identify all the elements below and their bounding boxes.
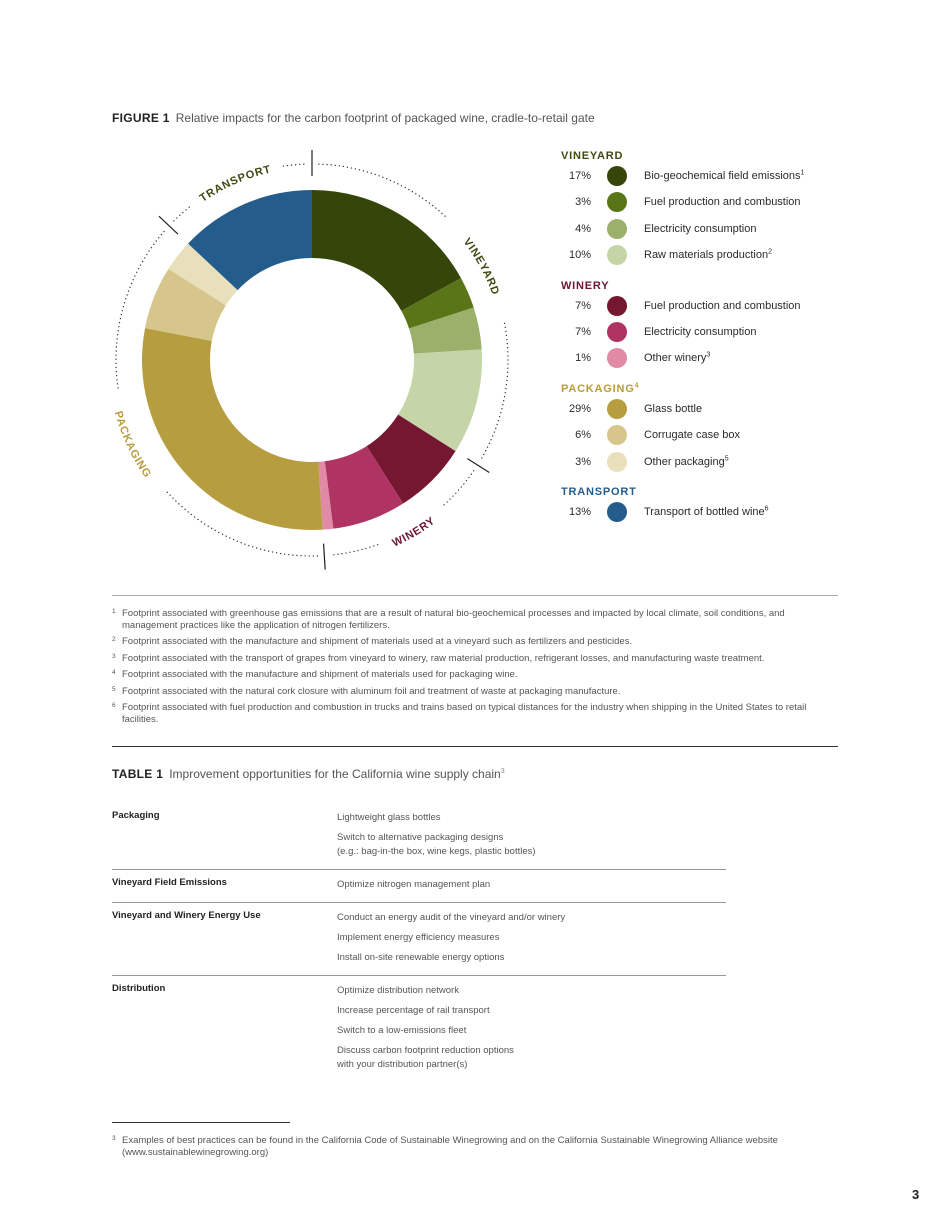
legend-swatch [607, 296, 627, 316]
footnote-text: Footprint associated with the manufacture and shipment of materials used at a vineyard such as fertilizers and pesticides. [122, 636, 633, 647]
legend-note: 2 [768, 248, 773, 256]
legend-swatch [607, 166, 627, 186]
table-item-line: Lightweight glass bottles [337, 812, 441, 823]
donut-slice-packaging-1 [142, 328, 323, 530]
table-row-item [337, 909, 726, 929]
footnote [112, 608, 838, 631]
legend-percent: 1% [575, 352, 591, 365]
bottom-footnote [112, 1135, 822, 1158]
table-item-line: Optimize nitrogen management plan [337, 879, 491, 890]
legend-item [561, 500, 861, 526]
legend-item [561, 164, 861, 190]
group-dotted-arc [174, 206, 190, 221]
table-item-line: Switch to a low-emissions fleet [337, 1025, 467, 1036]
table-row-item [337, 1042, 726, 1076]
legend-swatch [607, 348, 627, 368]
group-separator-tick [159, 216, 178, 234]
figure-caption [112, 111, 595, 125]
footnote-text: Footprint associated with the transport of grapes from vineyard to winery, raw material production, refrigerant losses, and manufacturing waste treatment. [122, 652, 765, 664]
group-dotted-arc [481, 323, 508, 459]
legend-item [561, 423, 861, 449]
ring-label-packaging: PACKAGING [111, 409, 154, 481]
legend-label: Corrugate case box [644, 429, 740, 442]
legend-item [561, 450, 861, 476]
legend-item [561, 346, 861, 372]
footnote-number: 4 [112, 669, 116, 676]
legend-percent: 3% [575, 455, 591, 468]
table-item-line: Optimize distribution network [337, 985, 459, 996]
group-dotted-arc [283, 164, 305, 166]
legend-note: 1 [800, 169, 805, 177]
footnote-text: Footprint associated with greenhouse gas emissions that are a result of natural bio-geochemical processes and impacted by local climate, soil conditions, and management practices like the application of nitrogen fertilizers. [122, 608, 785, 631]
table-row [112, 870, 726, 903]
footnote [112, 669, 838, 681]
ring-label-transport: TRANSPORT [197, 163, 273, 205]
legend-label: Glass bottle [644, 402, 703, 415]
group-dotted-arc [442, 471, 474, 507]
legend-percent: 6% [575, 429, 591, 442]
table-item-line: Increase percentage of rail transport [337, 1005, 490, 1016]
legend-percent: 7% [575, 299, 591, 312]
legend-note: 3 [706, 351, 711, 359]
footnote-number: 6 [112, 702, 116, 709]
donut-chart [100, 140, 530, 570]
improvement-table [112, 806, 726, 1082]
table-item-line: Switch to alternative packaging designs [337, 832, 504, 843]
footnote-number: 5 [112, 685, 116, 693]
table-row-item [337, 929, 726, 949]
table-row-key: Vineyard Field Emissions [112, 877, 227, 888]
legend-note: 6 [764, 505, 769, 513]
legend-swatch [607, 219, 627, 239]
legend-label: Fuel production and combustion [644, 196, 801, 209]
chart-legend [561, 148, 861, 526]
legend-percent: 4% [575, 222, 591, 235]
legend-note: 5 [724, 454, 729, 462]
table-row-item [337, 949, 726, 969]
divider [112, 746, 838, 747]
legend-percent: 10% [568, 249, 591, 262]
footnotes [112, 608, 838, 730]
figure-title: Relative impacts for the carbon footprint of packaged wine, cradle-to-retail gate [175, 111, 595, 125]
footnote-number: 3 [112, 652, 116, 660]
table-row-item [337, 829, 726, 863]
table-title-note: 3 [500, 768, 505, 775]
table-row-item [337, 1022, 726, 1042]
table-item-line: Discuss carbon footprint reduction options [337, 1045, 514, 1056]
footnote-number: 3 [112, 1135, 116, 1142]
footnote-rule [112, 1122, 290, 1123]
footnote [112, 653, 838, 665]
legend-item [561, 294, 861, 320]
legend-group-winery: WINERY [561, 279, 610, 292]
group-separator-tick [467, 459, 489, 473]
ring-label-winery: WINERY [390, 514, 438, 550]
table-item-line: with your distribution partner(s) [337, 1059, 468, 1070]
legend-swatch [607, 425, 627, 445]
legend-swatch [607, 322, 627, 342]
table-item-line: Conduct an energy audit of the vineyard and/or winery [337, 912, 566, 923]
table-row-key: Vineyard and Winery Energy Use [112, 910, 261, 921]
divider [112, 595, 838, 596]
legend-percent: 3% [575, 196, 591, 209]
legend-swatch [607, 502, 627, 522]
table-caption [112, 767, 505, 781]
legend-swatch [607, 245, 627, 265]
page-number: 3 [912, 1187, 920, 1202]
table-row-key: Distribution [112, 983, 166, 994]
legend-item [561, 217, 861, 243]
legend-item [561, 397, 861, 423]
table-item-line: Implement energy efficiency measures [337, 932, 500, 943]
legend-item [561, 243, 861, 269]
footnote-text: Examples of best practices can be found in the California Code of Sustainable Winegrowing and on the California Sustainable Winegrowing Alliance website (www.sustainablewinegrowing.org) [122, 1135, 778, 1158]
legend-label: Raw materials production$^2$ [644, 248, 773, 262]
footnote-number: 1 [112, 608, 116, 615]
footnote-text: Footprint associated with the natural cork closure with aluminum foil and treatment of waste at packaging manufacture. [122, 685, 621, 697]
table-row-key: Packaging [112, 810, 160, 821]
table-row-item [337, 1002, 726, 1022]
legend-label: Other packaging$^5$ [644, 454, 729, 468]
legend-label: Other winery$^3$ [644, 351, 711, 365]
legend-label: Transport of bottled wine$^6$ [644, 505, 769, 518]
legend-percent: 29% [568, 402, 591, 415]
legend-label: Fuel production and combustion [644, 299, 801, 312]
table-row-item [337, 982, 726, 1002]
legend-label: Electricity consumption [644, 325, 757, 338]
figure-label: FIGURE 1 [112, 111, 170, 125]
table-item-line: Install on-site renewable energy options [337, 952, 505, 963]
legend-group-packaging: PACKAGING$^4$ [561, 382, 640, 395]
table-item-line: (e.g.: bag-in-the box, wine kegs, plastic bottles) [337, 846, 536, 857]
legend-percent: 17% [568, 170, 591, 182]
legend-percent: 7% [575, 325, 591, 338]
legend-label: Bio-geochemical field emissions$^1$ [644, 169, 805, 182]
legend-group-transport: TRANSPORT [561, 485, 637, 498]
legend-item [561, 320, 861, 346]
group-separator-tick [324, 544, 326, 570]
footnote-text: Footprint associated with the manufacture and shipment of materials used for packaging wine. [122, 669, 518, 680]
table-title: Improvement opportunities for the California wine supply chain [169, 767, 501, 781]
legend-group-note: 4 [634, 382, 640, 390]
legend-item [561, 190, 861, 216]
table-row [112, 806, 726, 870]
footnote [112, 686, 838, 698]
footnote-number: 2 [112, 636, 116, 643]
legend-swatch [607, 192, 627, 212]
ring-label-vineyard: VINEYARD [460, 236, 502, 297]
table-row-item [337, 876, 726, 896]
group-dotted-arc [331, 545, 378, 555]
table-row [112, 976, 726, 1082]
table-row-item [337, 809, 726, 829]
legend-swatch [607, 399, 627, 419]
footnote-text: Footprint associated with fuel production and combustion in trucks and trains based on typical distances for the industry when shipping in the United States to retail facilities. [122, 702, 807, 725]
legend-label: Electricity consumption [644, 222, 757, 235]
legend-group-vineyard: VINEYARD [561, 150, 624, 162]
table-label: TABLE 1 [112, 767, 164, 781]
legend-swatch [607, 452, 627, 472]
footnote [112, 636, 838, 648]
footnote [112, 702, 838, 725]
table-row [112, 903, 726, 976]
legend-percent: 13% [568, 505, 591, 518]
